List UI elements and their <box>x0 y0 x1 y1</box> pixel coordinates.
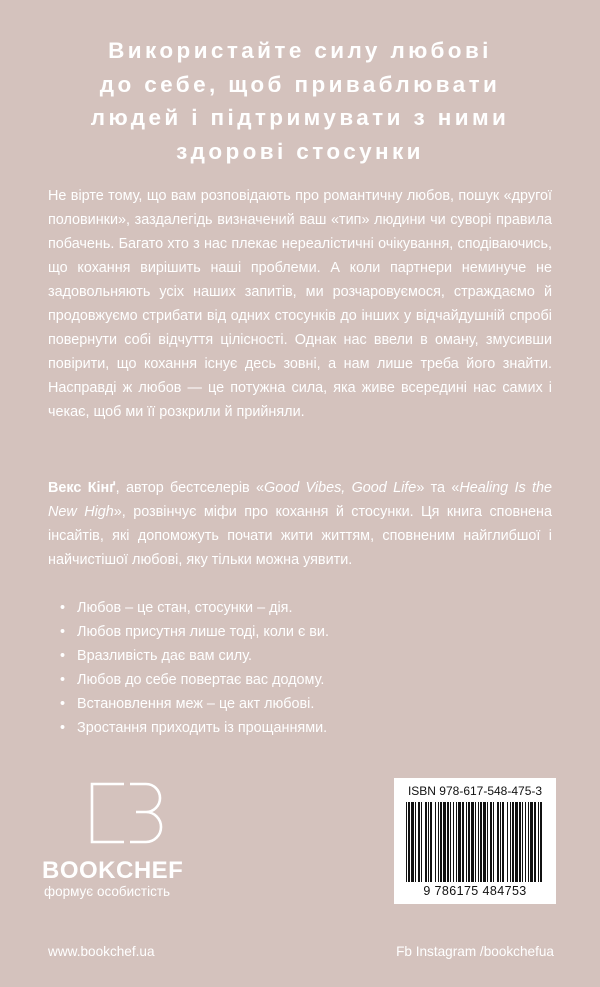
headline-line-1: Використайте силу любові <box>108 38 492 63</box>
book-title-2: Healing Is the New High <box>48 480 552 520</box>
author-text-3: », розвінчує міфи про кохання й стосунки. Ця книга сповнена інсайтів, які допоможуть почати жити життям, сповненим найглибшої і найчистішої любові, яку тільки можна уявити. <box>48 504 552 568</box>
list-item: • Вразливість дає вам силу. <box>60 644 500 668</box>
bullet-list <box>60 596 500 740</box>
author-text-1: , автор бестселерів « <box>115 480 265 496</box>
book-title-1: Good Vibes, Good Life <box>264 480 417 496</box>
headline-line-2: до себе, щоб приваблювати <box>99 71 501 97</box>
intro-paragraph: Не вірте тому, що вам розповідають про романтичну любов, пошук «другої половинки», заздалегідь визначений ваш «тип» людини чи суворі правила побачень. Багато хто з нас плекає нереалістичні очікування, сподіваючись, що кохання вирішить наші проблеми. А коли партнери неминуче не задовольняють усіх наших запитів, ми розчаровуємося, страждаємо й продовжуємо стрибати від одних стосунків до інших у відчайдушній спробі повернути собі відчуття цілісності. Однак нас ввели в оману, змусивши повірити, що кохання існує десь зовні, а нам лише треба його знайти. Насправді ж любов — це потужна сила, яка живе всередині нас самих і чекає, щоб ми її розкрили й прийняли. <box>48 188 552 420</box>
website-link[interactable]: www.bookchef.ua <box>48 944 155 959</box>
publisher-brand: BOOKCHEF <box>42 857 184 884</box>
barcode-icon <box>404 802 546 882</box>
headline-line-4: здорові стосунки <box>176 138 424 164</box>
list-item: • Зростання приходить із прощаннями. <box>60 716 500 740</box>
author-name: Векс Кінґ <box>48 480 116 496</box>
list-item: • Встановлення меж – це акт любові. <box>60 692 500 716</box>
list-item: • Любов до себе повертає вас додому. <box>60 668 500 692</box>
publisher-tagline: формує особистість <box>44 884 171 899</box>
author-paragraph <box>48 476 552 572</box>
list-item: • Любов присутня лише тоді, коли є ви. <box>60 620 500 644</box>
bookchef-logo-icon <box>88 782 164 844</box>
social-links[interactable]: Fb Instagram /bookchefua <box>396 944 554 959</box>
headline-line-3: людей і підтримувати з ними <box>90 105 510 130</box>
barcode-block <box>394 778 556 904</box>
isbn-label: ISBN 978-617-548-475-3 <box>407 784 543 798</box>
barcode-digits: 9 786175 484753 <box>423 884 527 898</box>
headline <box>30 34 570 168</box>
list-item: • Любов – це стан, стосунки – дія. <box>60 596 500 620</box>
author-text-2: » та « <box>416 480 460 496</box>
